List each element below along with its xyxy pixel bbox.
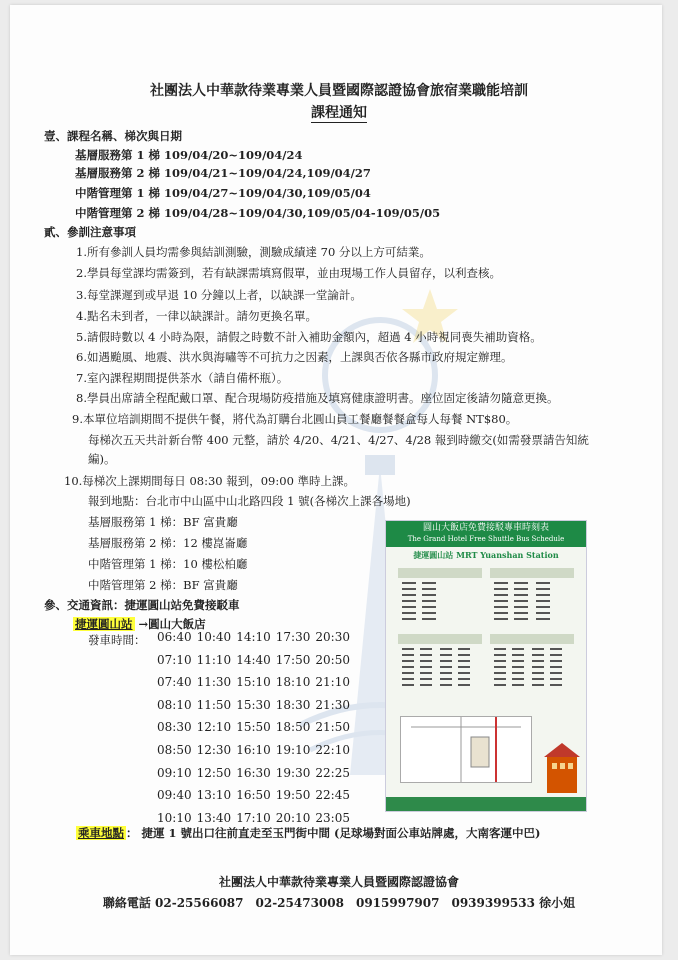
shuttle-route xyxy=(73,617,206,631)
departure-time: 21:50 xyxy=(315,720,350,735)
departure-time: 08:30 xyxy=(157,720,192,735)
departure-time: 08:10 xyxy=(157,697,192,712)
arrow-icon: → xyxy=(138,617,149,631)
schedule-row xyxy=(157,698,355,721)
notice-item: 4.點名未到者，一律以缺課計。請勿更換名單。 xyxy=(76,309,317,323)
schedule-row xyxy=(157,630,355,653)
departure-time: 13:10 xyxy=(196,788,232,803)
departure-time: 16:10 xyxy=(236,742,271,757)
schedule-row xyxy=(157,743,355,766)
room-item: 基層服務第 1 梯：BF 富貴廳 xyxy=(88,515,238,529)
departure-time: 15:30 xyxy=(236,697,271,712)
departure-time: 10:40 xyxy=(196,630,232,644)
departure-time: 19:50 xyxy=(275,788,311,803)
document-title: 社團法人中華款待業專業人員暨國際認證協會旅宿業職能培訓 xyxy=(150,83,528,99)
course-item: 中階管理第 1 梯 109/04/27~109/04/30,109/05/04 xyxy=(75,186,371,200)
departure-time: 12:50 xyxy=(196,765,232,780)
depart-label: 發車時間： xyxy=(88,633,146,647)
section1-heading: 壹、課程名稱、梯次與日期 xyxy=(44,129,182,143)
notice-item-continued: 編)。 xyxy=(88,452,116,466)
departure-time: 14:40 xyxy=(236,652,271,667)
notice-item-continued: 每梯次五天共計新台幣 400 元整，請於 4/20、4/21、4/27、4/28 報到時繳交(如需發票請告知統 xyxy=(88,433,589,447)
departure-time: 21:10 xyxy=(315,675,350,690)
checkin-location: 報到地點：台北市中山區中山北路四段 1 號(各梯次上課各場地) xyxy=(88,494,411,508)
course-item: 基層服務第 1 梯 109/04/20~109/04/24 xyxy=(75,148,303,162)
departure-time: 07:40 xyxy=(157,675,192,690)
departure-time: 22:25 xyxy=(315,765,350,780)
departure-time: 17:50 xyxy=(275,652,311,667)
departure-time: 23:05 xyxy=(315,810,350,825)
poster-title-en: The Grand Hotel Free Shuttle Bus Schedule xyxy=(407,535,565,543)
departure-time: 17:30 xyxy=(275,630,311,644)
departure-time: 22:45 xyxy=(315,788,350,803)
departure-time: 16:50 xyxy=(236,788,271,803)
departure-time: 11:10 xyxy=(196,652,232,667)
schedule-row xyxy=(157,766,355,789)
departure-time: 18:30 xyxy=(275,697,311,712)
poster-footer-bar xyxy=(386,797,586,811)
notice-item: 5.請假時數以 4 小時為限，請假之時數不計入補助金額內，超過 4 小時視同喪失補助資格。 xyxy=(76,330,542,344)
departure-time: 20:30 xyxy=(315,630,350,644)
poster-header xyxy=(386,521,586,547)
schedule-row xyxy=(157,788,355,811)
departure-time: 19:10 xyxy=(275,742,311,757)
notice-item: 10.每梯次上課期間每日 08:30 報到，09:00 準時上課。 xyxy=(64,474,356,488)
departure-time: 07:10 xyxy=(157,652,192,667)
notice-item: 7.室內課程期間提供茶水（請自備杯瓶）。 xyxy=(76,371,289,385)
departure-time: 22:10 xyxy=(315,742,350,757)
departure-time: 08:50 xyxy=(157,742,192,757)
departure-time: 21:30 xyxy=(315,697,350,712)
departure-time: 09:10 xyxy=(157,765,192,780)
shuttle-poster-image xyxy=(385,520,587,812)
departure-time: 15:50 xyxy=(236,720,271,735)
hotel-building-icon xyxy=(542,735,582,795)
departure-time: 18:10 xyxy=(275,675,311,690)
notice-item: 6.如遇颱風、地震、洪水與海嘯等不可抗力之因素，上課與否依各縣市政府規定辦理。 xyxy=(76,350,513,364)
departure-time: 10:10 xyxy=(157,810,192,825)
pickup-text: ： 捷運 1 號出口往前直走至玉門街中間 (足球場對面公車站牌處，大南客運中巴) xyxy=(126,826,541,840)
notice-item: 2.學員每堂課均需簽到，若有缺課需填寫假單，並由現場工作人員留存，以利查核。 xyxy=(76,266,501,280)
section3-heading: 參、交通資訊：捷運圓山站免費接駁車 xyxy=(44,598,240,612)
notice-item: 9.本單位培訓期間不提供午餐，將代為訂購台北圓山員工餐廳餐餐盒每人每餐 NT$80。 xyxy=(72,412,518,426)
poster-timetable-graphic xyxy=(396,566,576,711)
notice-item: 8.學員出席請全程配戴口罩、配合現場防疫措施及填寫健康證明書。座位固定後請勿隨意更換。 xyxy=(76,391,559,405)
departure-time: 16:30 xyxy=(236,765,271,780)
route-from: 捷運圓山站 xyxy=(75,617,133,631)
route-to: 圓山大飯店 xyxy=(148,617,206,631)
departure-time: 19:30 xyxy=(275,765,311,780)
room-item: 中階管理第 1 梯：10 樓松柏廳 xyxy=(88,557,248,571)
room-item: 中階管理第 2 梯：BF 富貴廳 xyxy=(88,578,238,592)
departure-time: 13:40 xyxy=(196,810,232,825)
course-item: 中階管理第 2 梯 109/04/28~109/04/30,109/05/04-109/05/05 xyxy=(75,206,441,220)
course-item: 基層服務第 2 梯 109/04/21~109/04/24,109/04/27 xyxy=(75,166,371,180)
departure-time: 09:40 xyxy=(157,788,192,803)
footer-contact: 聯絡電話 02-25566087 02-25473008 0915997907 0939399533 徐小姐 xyxy=(102,896,576,910)
notice-item: 1.所有參訓人員均需參與結訓測驗，測驗成績達 70 分以上方可結業。 xyxy=(76,245,431,259)
notice-item: 3.每堂課遲到或早退 10 分鐘以上者，以缺課一堂論計。 xyxy=(76,288,362,302)
poster-station: 捷運圓山站 MRT Yuanshan Station xyxy=(413,550,559,560)
departure-time: 17:10 xyxy=(236,810,271,825)
schedule-row xyxy=(157,675,355,698)
shuttle-schedule-table xyxy=(157,630,355,833)
departure-time: 11:30 xyxy=(196,675,232,690)
document-subtitle: 課程通知 xyxy=(311,105,367,121)
departure-time: 11:50 xyxy=(196,697,232,712)
room-item: 基層服務第 2 梯：12 樓崑崙廳 xyxy=(88,536,248,550)
section2-heading: 貳、參訓注意事項 xyxy=(44,225,136,239)
poster-map xyxy=(400,716,532,783)
departure-time: 18:50 xyxy=(275,720,311,735)
departure-time: 12:10 xyxy=(196,720,232,735)
poster-title: 圓山大飯店免費接駁專車時刻表 xyxy=(422,523,549,533)
pickup-line xyxy=(76,826,540,840)
pickup-label: 乘車地點 xyxy=(78,826,124,840)
departure-time: 14:10 xyxy=(236,630,271,644)
departure-time: 12:30 xyxy=(196,742,232,757)
departure-time: 06:40 xyxy=(157,630,192,644)
departure-time: 15:10 xyxy=(236,675,271,690)
schedule-row xyxy=(157,720,355,743)
schedule-row xyxy=(157,653,355,676)
footer-org: 社團法人中華款待業專業人員暨國際認證協會 xyxy=(218,875,459,889)
departure-time: 20:10 xyxy=(275,810,311,825)
departure-time: 20:50 xyxy=(315,652,350,667)
